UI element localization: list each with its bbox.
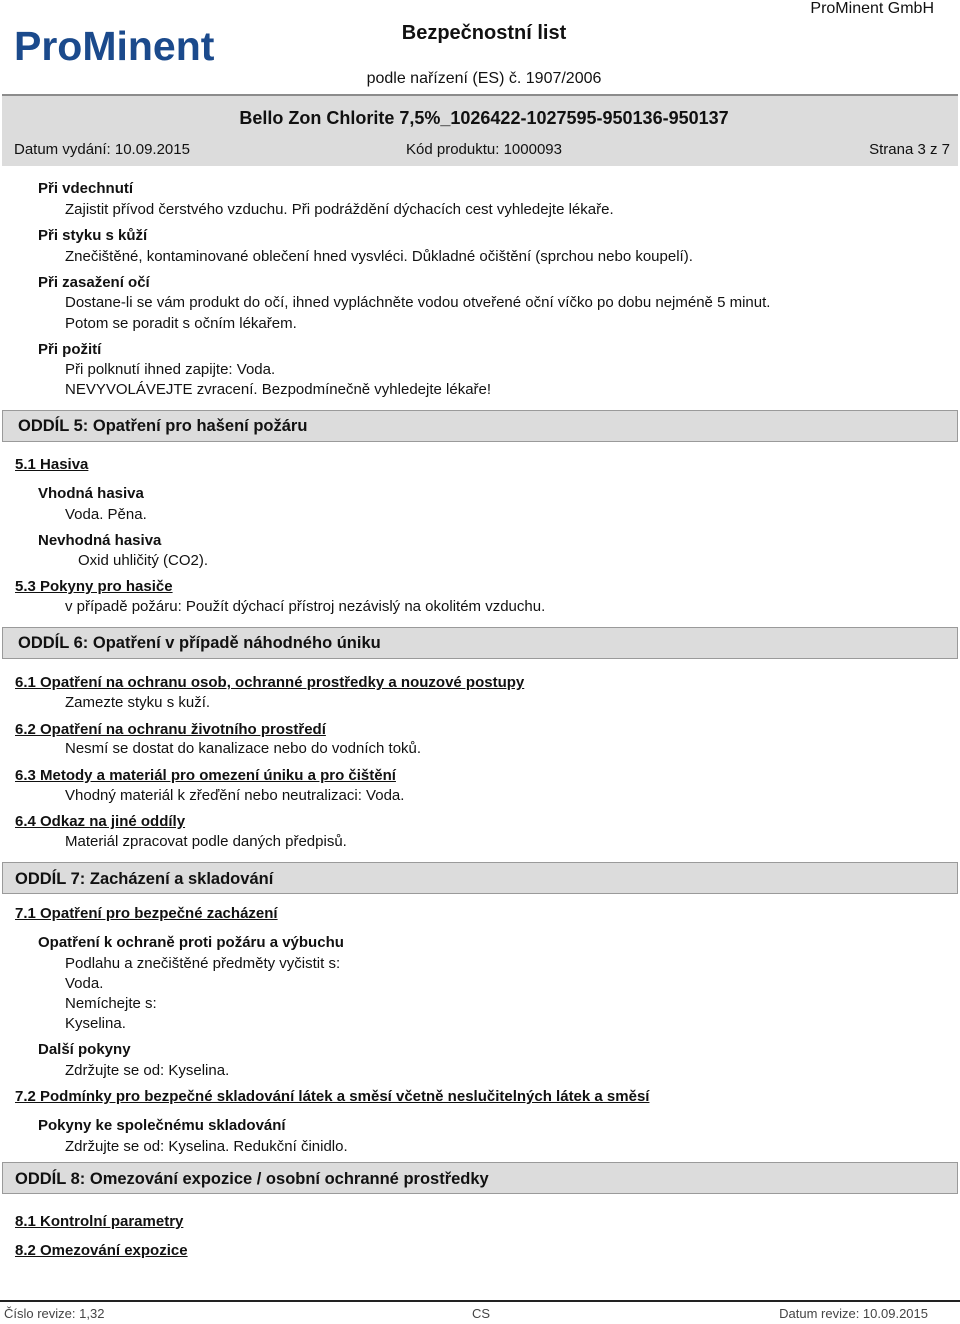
section-8-title: ODDÍL 8: Omezování expozice / osobní ochranné prostředky — [15, 1170, 489, 1188]
subsection-8-2: 8.2 Omezování expozice — [15, 1242, 188, 1259]
storage-advice-title: Pokyny ke společnému skladování — [38, 1117, 286, 1134]
subsection-6-3: 6.3 Metody a materiál pro omezení úniku a pro čištění — [15, 767, 396, 784]
inhalation-text: Zajistit přívod čerstvého vzduchu. Při podráždění dýchacích cest vyhledejte lékaře. — [65, 201, 614, 218]
regulation-reference: podle nařízení (ES) č. 1907/2006 — [366, 70, 602, 87]
fire-protection-line-1: Podlahu a znečištěné předměty vyčistit s: — [65, 955, 341, 972]
unsuitable-media-text: Oxid uhličitý (CO2). — [78, 552, 209, 569]
revision-number: Číslo revize: 1,32 — [4, 1306, 105, 1321]
suitable-media-title: Vhodná hasiva — [38, 485, 144, 502]
fire-protection-line-4: Kyselina. — [65, 1015, 126, 1032]
suitable-media-text: Voda. Pěna. — [65, 506, 147, 523]
eye-contact-title: Při zasažení očí — [38, 274, 150, 291]
page-number: Strana 3 z 7 — [869, 141, 950, 158]
storage-advice-text: Zdržujte se od: Kyselina. Redukční činidlo. — [65, 1138, 348, 1155]
logo-text: ProMinent — [14, 23, 215, 69]
revision-date: Datum revize: 10.09.2015 — [779, 1306, 928, 1321]
skin-contact-title: Při styku s kůží — [38, 227, 148, 244]
subsection-6-2: 6.2 Opatření na ochranu životního prostředí — [15, 721, 326, 738]
subsection-7-2: 7.2 Podmínky pro bezpečné skladování látek a směsí včetně neslučitelných látek a směsí — [15, 1088, 650, 1105]
subsection-6-4: 6.4 Odkaz na jiné oddíly — [15, 813, 186, 830]
subsection-8-1: 8.1 Kontrolní parametry — [15, 1213, 184, 1230]
skin-contact-text: Znečištěné, kontaminované oblečení hned vysvléci. Důkladné očištění (sprchou nebo koupelí). — [65, 248, 693, 265]
eye-contact-text-1: Dostane-li se vám produkt do očí, ihned vypláchněte vodou otveřené oční víčko po dobu nejméně 5 minut. — [65, 294, 771, 311]
further-info-text: Zdržujte se od: Kyselina. — [65, 1062, 230, 1079]
unsuitable-media-title: Nevhodná hasiva — [38, 532, 162, 549]
section-5-title: ODDÍL 5: Opatření pro hašení požáru — [18, 417, 308, 435]
subsection-6-1: 6.1 Opatření na ochranu osob, ochranné prostředky a nouzové postupy — [15, 674, 525, 691]
issue-date: Datum vydání: 10.09.2015 — [14, 141, 190, 158]
fire-protection-title: Opatření k ochraně proti požáru a výbuchu — [38, 934, 344, 951]
document-title: Bezpečnostní list — [401, 22, 567, 44]
fire-protection-line-2: Voda. — [65, 975, 104, 992]
subsection-6-1-text: Zamezte styku s kuží. — [65, 694, 211, 711]
ingestion-text-1: Při polknutí ihned zapijte: Voda. — [65, 361, 276, 378]
further-info-title: Další pokyny — [38, 1041, 131, 1058]
subsection-5-1: 5.1 Hasiva — [15, 456, 89, 473]
company-name: ProMinent GmbH — [810, 0, 934, 17]
subsection-6-3-text: Vhodný materiál k zřeďění nebo neutralizaci: Voda. — [65, 787, 405, 804]
ingestion-text-2: NEVYVOLÁVEJTE zvracení. Bezpodmínečně vyhledejte lékaře! — [65, 381, 492, 398]
inhalation-title: Při vdechnutí — [38, 180, 134, 197]
language-code: CS — [472, 1306, 491, 1321]
section-6-title: ODDÍL 6: Opatření v případě náhodného úniku — [18, 634, 381, 652]
subsection-7-1: 7.1 Opatření pro bezpečné zacházení — [15, 905, 278, 922]
product-name: Bello Zon Chlorite 7,5%_1026422-1027595-950136-950137 — [239, 108, 729, 128]
subsection-6-2-text: Nesmí se dostat do kanalizace nebo do vodních toků. — [65, 740, 422, 757]
eye-contact-text-2: Potom se poradit s očním lékařem. — [65, 315, 297, 332]
product-code: Kód produktu: 1000093 — [406, 141, 562, 158]
firefighter-advice: v případě požáru: Použít dýchací přístroj nezávislý na okolitém vzduchu. — [65, 598, 546, 615]
subsection-6-4-text: Materiál zpracovat podle daných předpisů. — [65, 833, 347, 850]
section-7-title: ODDÍL 7: Zacházení a skladování — [15, 870, 274, 888]
subsection-5-3: 5.3 Pokyny pro hasiče — [15, 578, 173, 595]
ingestion-title: Při požití — [38, 341, 102, 358]
fire-protection-line-3: Nemíchejte s: — [65, 995, 157, 1012]
footer-divider — [0, 1300, 960, 1302]
